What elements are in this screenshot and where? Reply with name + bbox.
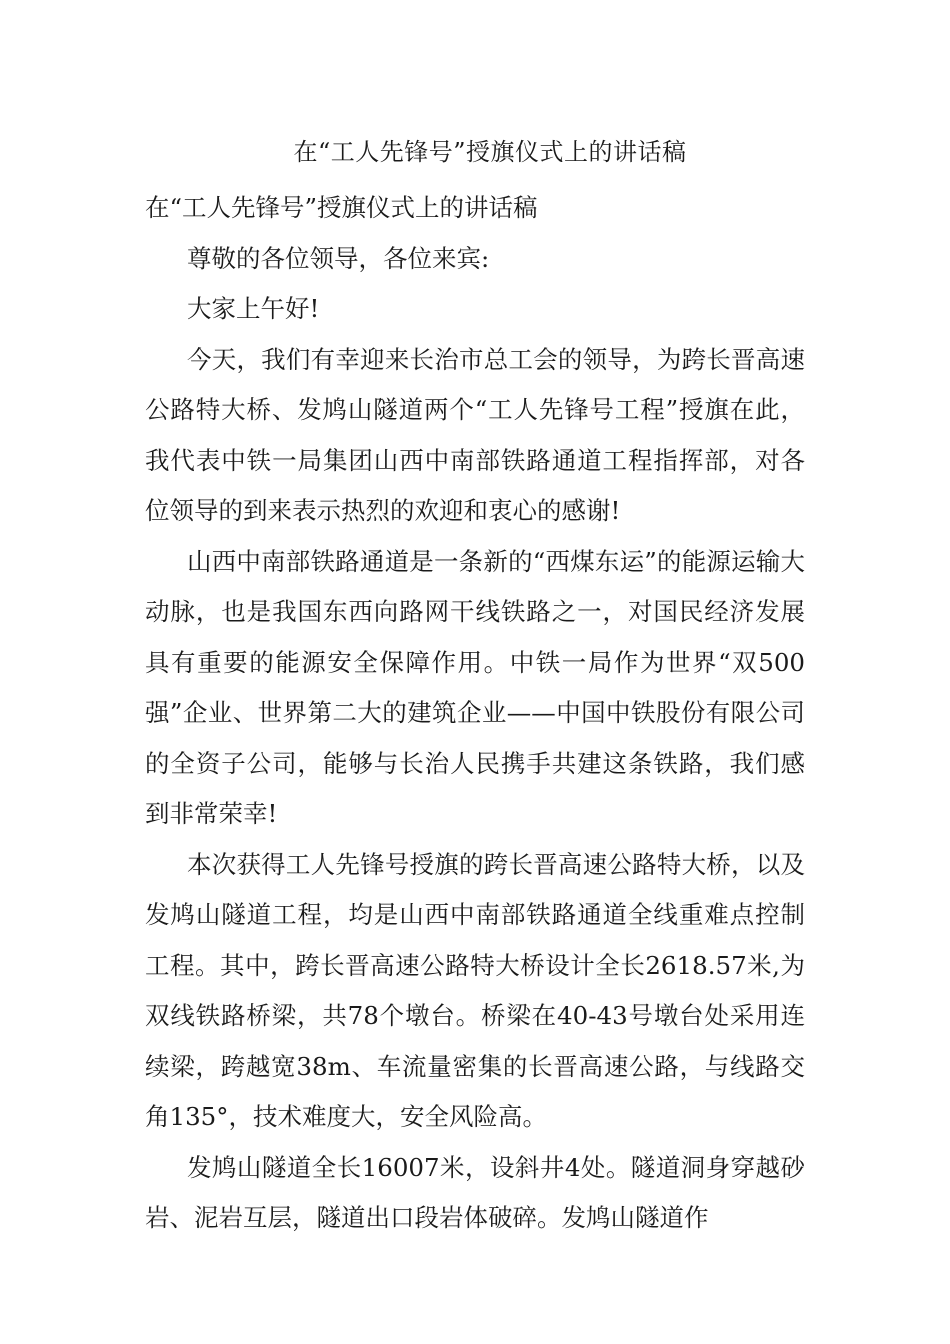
paragraph-salutation: 尊敬的各位领导，各位来宾: (187, 243, 490, 273)
paragraph-bridge: 本次获得工人先锋号授旗的跨长晋高速公路特大桥，以及发鸠山隧道工程，均是山西中南部铁路通道全线重难点控制工程。其中，跨长晋高速公路特大桥设计全长2618.57米,为双线铁路桥梁，共78个墩台。桥梁在40-43号墩台处采用连续梁，跨越宽38m、车流量密集的长晋高速公路，与线路交角135°，技术难度大，安全风险高。 (145, 849, 805, 1131)
paragraph-railway-intro: 山西中南部铁路通道是一条新的“西煤东运”的能源运输大动脉，也是我国东西向路网干线铁路之一，对国民经济发展具有重要的能源安全保障作用。中铁一局作为世界“双500强”企业、世界第二大的建筑企业——中国中铁股份有限公司的全资子公司，能够与长治人民携手共建这条铁路，我们感到非常荣幸! (145, 546, 805, 828)
paragraph-tunnel: 发鸠山隧道全长16007米，设斜井4处。隧道洞身穿越砂岩、泥岩互层，隧道出口段岩体破碎。发鸠山隧道作 (145, 1152, 805, 1232)
paragraph-welcome: 今天，我们有幸迎来长治市总工会的领导，为跨长晋高速公路特大桥、发鸠山隧道两个“工人先锋号工程”授旗在此，我代表中铁一局集团山西中南部铁路通道工程指挥部，对各位领导的到来表示热烈的欢迎和衷心的感谢! (145, 344, 805, 525)
document-title: 在“工人先锋号”授旗仪式上的讲话稿 (293, 138, 687, 166)
paragraph-greeting: 大家上午好! (187, 294, 320, 323)
document-body (145, 183, 805, 1244)
paragraph-heading: 在“工人先锋号”授旗仪式上的讲话稿 (145, 193, 538, 222)
